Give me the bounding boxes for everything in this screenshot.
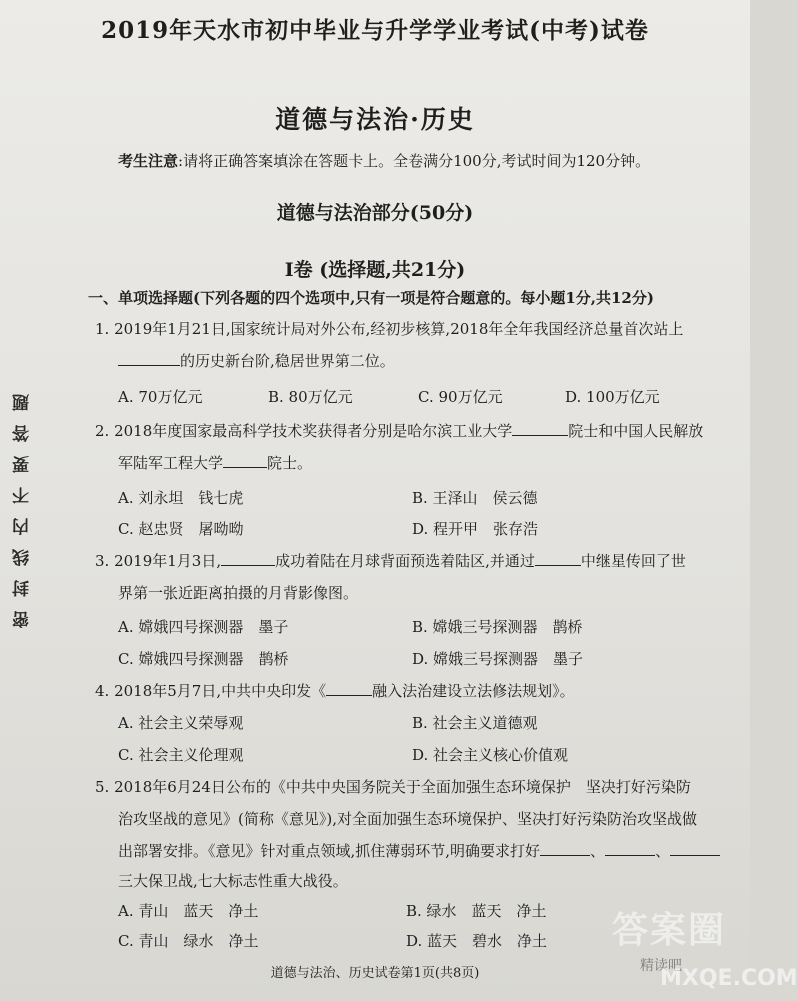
- q5-stem-line4: 三大保卫战,七大标志性重大战役。: [118, 872, 348, 890]
- page-footer: 道德与法治、历史试卷第1页(共8页): [270, 966, 480, 981]
- answer-blank: [221, 551, 275, 566]
- candidate-notice: [118, 150, 650, 171]
- answer-circle-watermark: 答案圈: [612, 909, 727, 951]
- q2-stem-line1: [95, 420, 703, 441]
- q4-option-d: D. 社会主义核心价值观: [412, 746, 569, 764]
- q5-option-a: A. 青山 蓝天 净土: [118, 902, 259, 920]
- q3-stem-line1: [95, 550, 686, 571]
- q1-stem-text: 的历史新台阶,稳居世界第二位。: [180, 352, 395, 370]
- section-title: 道德与法治部分(50分): [276, 202, 474, 224]
- q4-stem-line1: [95, 680, 575, 701]
- subject-title: 道德与法治·历史: [275, 105, 475, 134]
- q2-option-b: B. 王泽山 侯云德: [412, 489, 538, 507]
- answer-blank: [670, 841, 720, 856]
- q4-option-a: A. 社会主义荣辱观: [118, 714, 244, 732]
- q1-option-c: C. 90万亿元: [418, 388, 503, 406]
- answer-blank: [535, 551, 581, 566]
- answer-blank: [605, 841, 655, 856]
- q3-option-d: D. 嫦娥三号探测器 墨子: [412, 650, 584, 668]
- answer-blank: [512, 421, 568, 436]
- q3-stem-part: 中继星传回了世: [580, 552, 686, 570]
- notice-text: :请将正确答案填涂在答题卡上。全卷满分100分,考试时间为120分钟。: [178, 152, 651, 170]
- q4-option-c: C. 社会主义伦理观: [118, 746, 244, 764]
- q3-option-a: A. 嫦娥四号探测器 墨子: [118, 618, 289, 636]
- q5-stem-part: 、: [655, 842, 671, 860]
- q1-stem-line1: 1. 2019年1月21日,国家统计局对外公布,经初步核算,2018年全年我国经济总量首次站上: [95, 320, 684, 338]
- q3-stem-line2: 界第一张近距离拍摄的月背影像图。: [118, 584, 359, 602]
- answer-blank: [223, 453, 267, 468]
- q2-stem-part: 2. 2018年度国家最高科学技术奖获得者分别是哈尔滨工业大学: [95, 422, 513, 440]
- q1-option-d: D. 100万亿元: [565, 388, 660, 406]
- q1-stem-line2: [118, 350, 395, 371]
- seal-line-notice: 密封线内不要答题: [13, 380, 33, 628]
- q2-option-d: D. 程开甲 张存浩: [412, 520, 539, 538]
- site-watermark: MXQE.COM: [660, 966, 798, 991]
- q1-option-a: A. 70万亿元: [118, 388, 203, 406]
- q3-option-b: B. 嫦娥三号探测器 鹊桥: [412, 618, 583, 636]
- notice-label: 考生注意: [118, 152, 179, 170]
- q2-option-a: A. 刘永坦 钱七虎: [118, 489, 244, 507]
- q1-option-b: B. 80万亿元: [268, 388, 353, 406]
- answer-blank: [326, 681, 372, 696]
- exam-title: 2019年天水市初中毕业与升学学业考试(中考)试卷: [101, 17, 649, 44]
- wechat-watermark: 精读吧: [640, 958, 682, 974]
- q5-option-b: B. 绿水 蓝天 净土: [406, 902, 547, 920]
- q2-stem-part: 院士。: [267, 454, 313, 472]
- q5-option-d: D. 蓝天 碧水 净土: [406, 932, 548, 950]
- q5-option-c: C. 青山 绿水 净土: [118, 932, 259, 950]
- q4-stem-part: 4. 2018年5月7日,中共中央印发《: [95, 682, 327, 700]
- q5-stem-line1: 5. 2018年6月24日公布的《中共中央国务院关于全面加强生态环境保护 坚决打好污染防: [95, 778, 691, 796]
- q2-stem-part: 军陆军工程大学: [118, 454, 224, 472]
- answer-blank: [540, 841, 590, 856]
- q2-stem-line2: [118, 452, 312, 473]
- q5-stem-part: 、: [590, 842, 606, 860]
- question-type-heading: 一、单项选择题(下列各题的四个选项中,只有一项是符合题意的。每小题1分,共12分): [88, 289, 654, 307]
- answer-blank: [118, 351, 180, 366]
- q4-option-b: B. 社会主义道德观: [412, 714, 538, 732]
- q3-option-c: C. 嫦娥四号探测器 鹊桥: [118, 650, 289, 668]
- q2-option-c: C. 赵忠贤 屠呦呦: [118, 520, 244, 538]
- q5-stem-part: 出部署安排。《意见》针对重点领域,抓住薄弱环节,明确要求打好: [118, 842, 541, 860]
- q5-stem-line2: 治攻坚战的意见》(简称《意见》),对全面加强生态环境保护、坚决打好污染防治攻坚战做: [118, 810, 697, 828]
- q3-stem-part: 3. 2019年1月3日,: [95, 552, 222, 570]
- q5-stem-line3: [118, 840, 720, 861]
- q2-stem-part: 院士和中国人民解放: [568, 422, 704, 440]
- q3-stem-part: 成功着陆在月球背面预选着陆区,并通过: [275, 552, 535, 570]
- part-title: I卷 (选择题,共21分): [284, 259, 466, 281]
- q4-stem-part: 融入法治建设立法修法规划》。: [372, 682, 575, 700]
